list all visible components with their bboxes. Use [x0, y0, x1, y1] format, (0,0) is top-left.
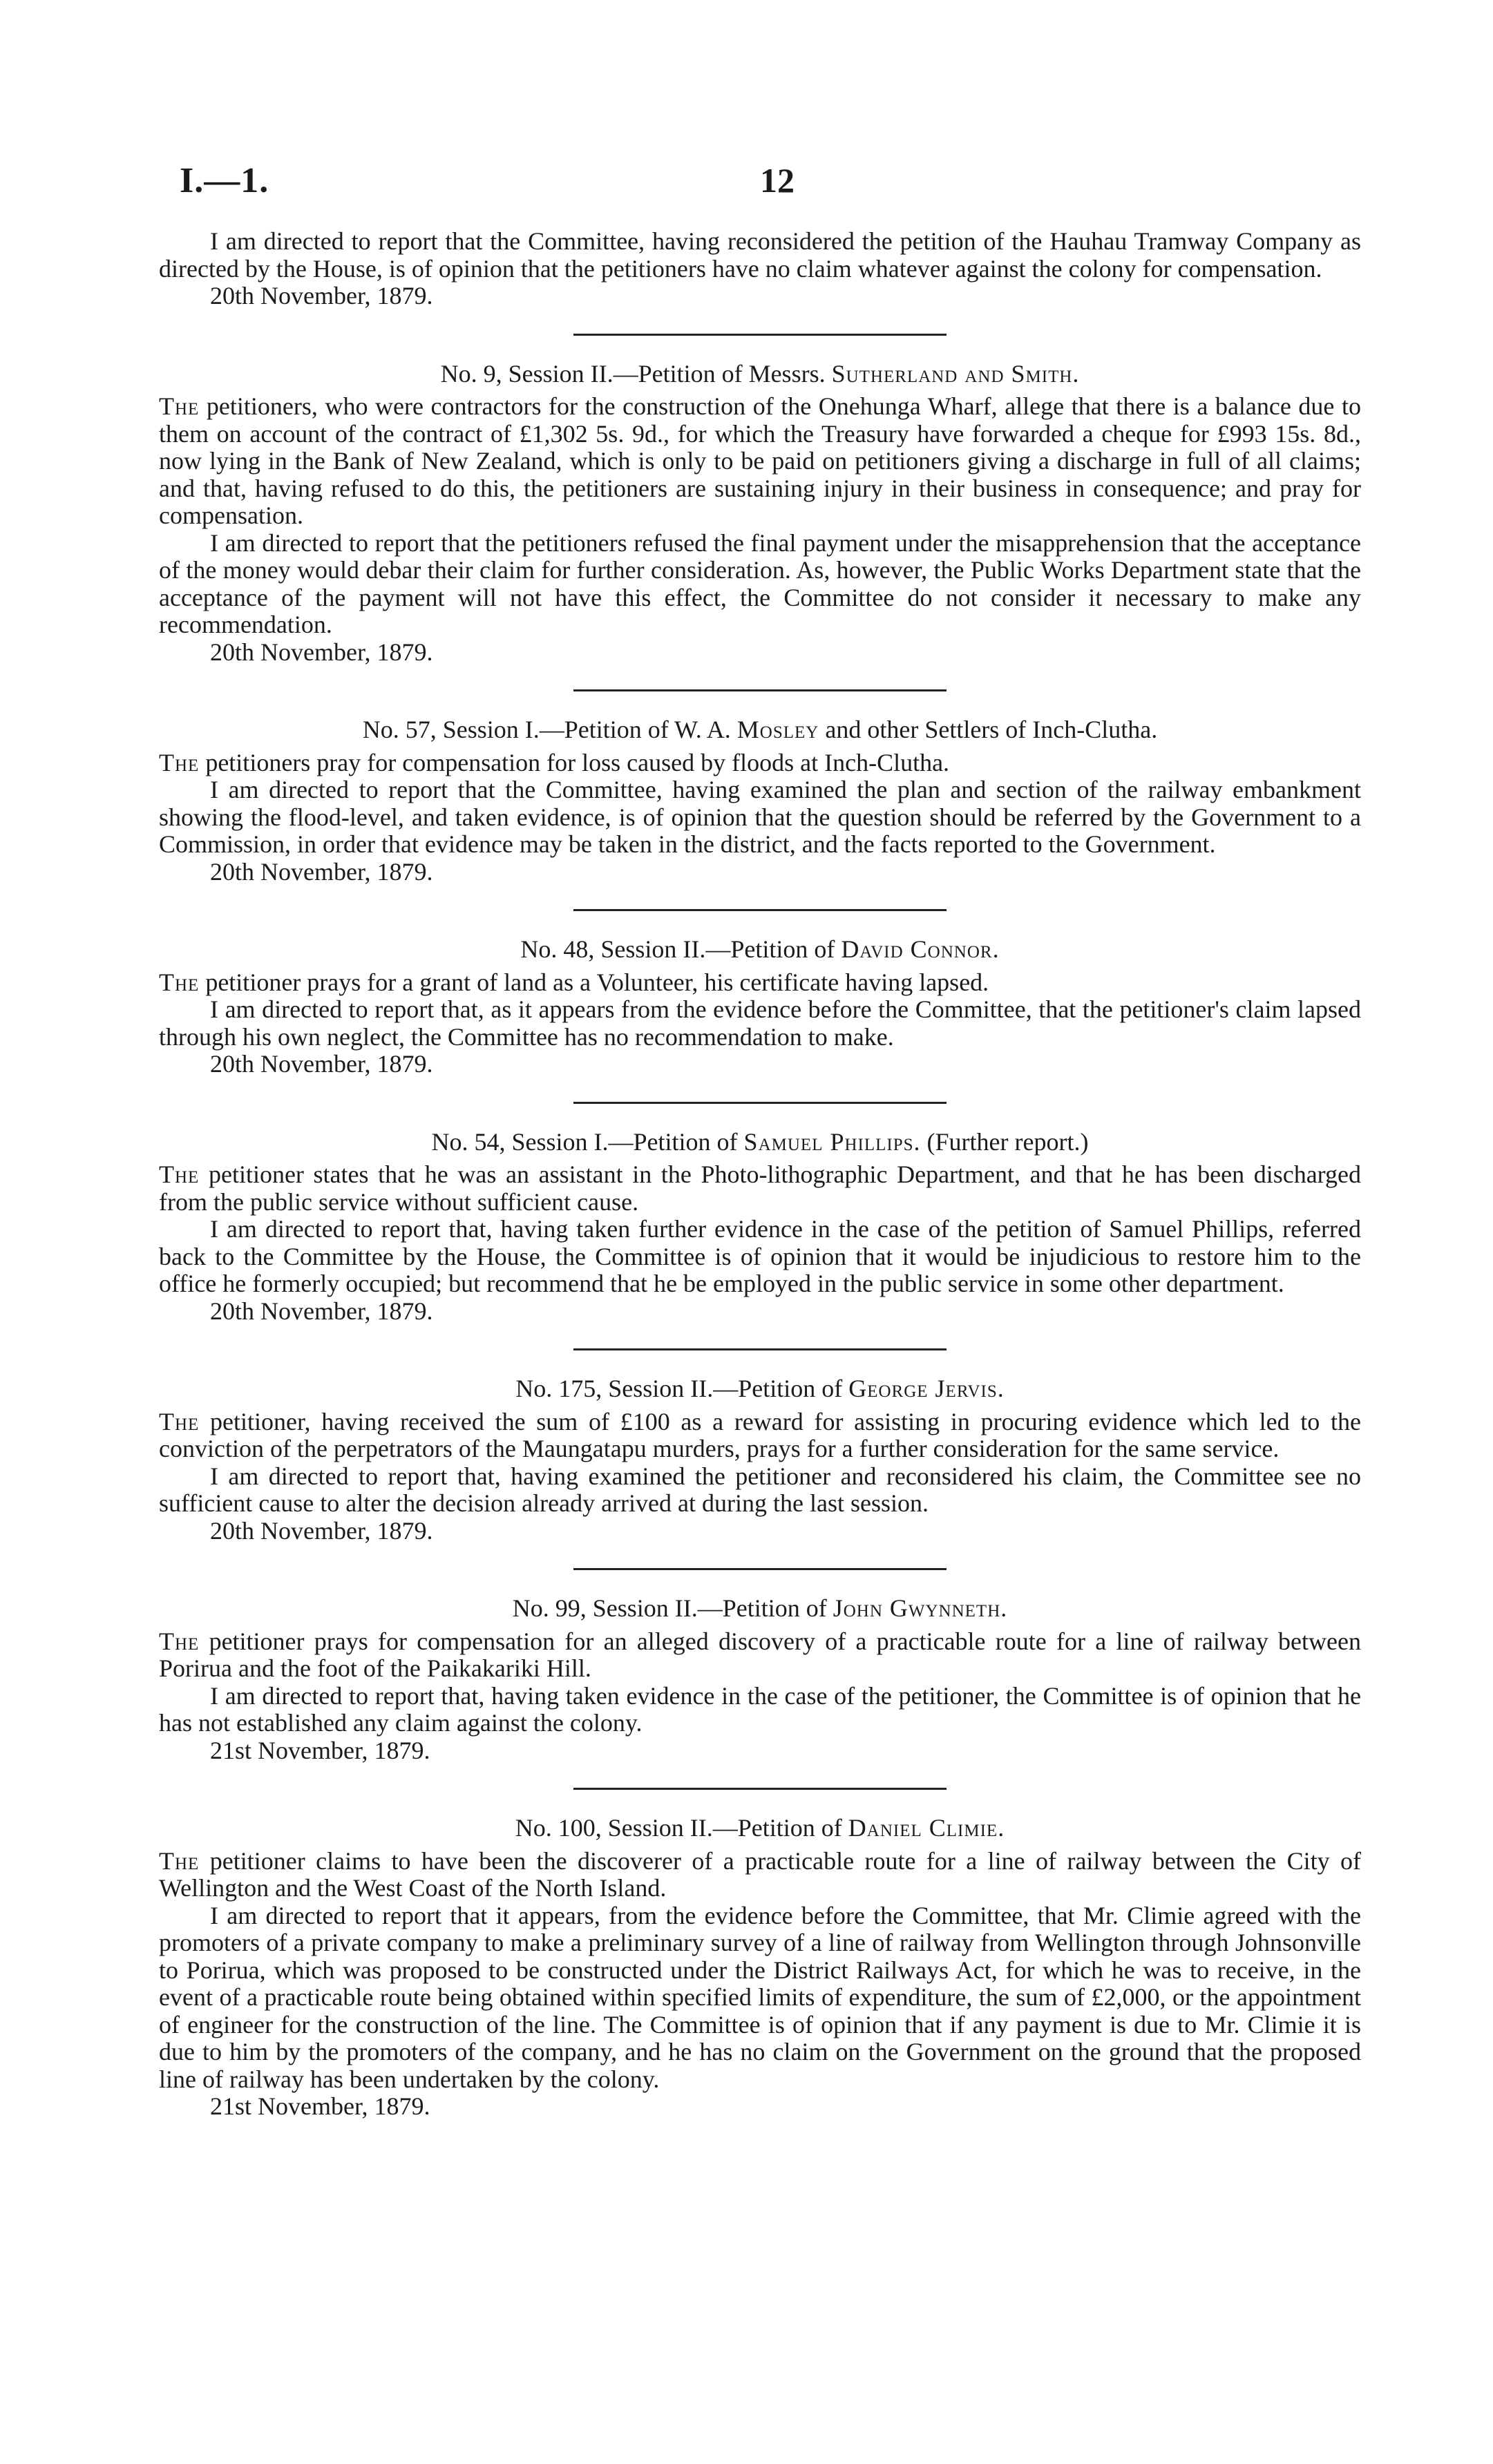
petition-heading	[159, 361, 1361, 388]
petitioner-name: George Jervis.	[848, 1375, 1005, 1402]
report-date: 20th November, 1879.	[210, 282, 433, 309]
petition-section	[159, 1815, 1361, 2121]
petition-heading	[159, 1595, 1361, 1623]
page-header	[180, 160, 1368, 209]
petition-lead: The	[159, 968, 200, 996]
intro-report	[159, 228, 1361, 310]
petitioner-name: Mosley	[736, 716, 819, 743]
report-paragraph: I am directed to report that the Committee, having examined the plan and section of the railway embankment showing the flood-level, and taken evidence, is of opinion that the question should be referred by the Government to a Commission, in order that evidence may be taken in the district, and the facts reported to the Government.	[159, 776, 1361, 858]
petitioner-name: David Connor.	[841, 935, 1000, 963]
report-date: 20th November, 1879.	[210, 638, 433, 666]
section-divider	[573, 909, 947, 911]
petition-lead: The	[159, 1846, 200, 1875]
report-paragraph: I am directed to report that the petitioners refused the final payment under the misapprehension that the acceptance of the money would debar their claim for further consideration. As, however, the Public Works Department state that the acceptance of the payment will not have this effect, the Committee do not consider it necessary to make any recommendation.	[159, 528, 1361, 638]
report-paragraph: I am directed to report that the Committee, having reconsidered the petition of the Hauhau Tramway Company as directed by the House, is of opinion that the petitioners have no claim whatever against the colony for compensation.	[159, 227, 1361, 283]
petition-section	[159, 716, 1361, 886]
petition-summary	[159, 969, 1361, 997]
section-divider	[573, 689, 947, 691]
petition-text: petitioner prays for a grant of land as a Volunteer, his certificate having lapsed.	[199, 968, 989, 996]
report-date: 20th November, 1879.	[210, 1297, 433, 1325]
petitioner-name: Samuel Phillips.	[743, 1127, 921, 1156]
petition-summary	[159, 1408, 1361, 1463]
petitioner-name: John Gwynneth.	[833, 1594, 1008, 1622]
document-code: I.—1.	[180, 161, 269, 200]
page-content	[159, 228, 1361, 2121]
petition-summary	[159, 393, 1361, 530]
section-divider	[573, 1788, 947, 1790]
heading-prefix: No. 48, Session II.—Petition of	[520, 935, 835, 963]
petition-heading	[159, 936, 1361, 964]
petition-text: petitioners, who were contractors for the construction of the Onehunga Wharf, allege that there is a balance due to them on account of the contract of £1,302 5s. 9d., for which the Treasury have forwarded a cheque for £993 15s. 8d., now lying in the Bank of New Zealand, which is only to be paid on petitioners giving a discharge in full of all claims; and that, having refused to do this, the petitioners are sustaining injury in their business in consequence; and pray for compensation.	[159, 392, 1361, 529]
petition-text: petitioner states that he was an assistant in the Photo-lithographic Department, and that he has been discharged from the public service without sufficient cause.	[159, 1161, 1361, 1216]
report-paragraph: I am directed to report that, having taken evidence in the case of the petitioner, the Committee is of opinion that he has not established any claim against the colony.	[159, 1681, 1361, 1737]
petition-heading	[159, 1815, 1361, 1842]
petition-text: petitioner prays for compensation for an alleged discovery of a practicable route for a line of railway between Porirua and the foot of the Paikakariki Hill.	[159, 1627, 1361, 1682]
petition-heading	[159, 1129, 1361, 1156]
section-divider	[573, 1568, 947, 1570]
petition-heading	[159, 716, 1361, 744]
report-date: 20th November, 1879.	[210, 1050, 433, 1078]
petition-lead: The	[159, 1627, 200, 1655]
report-paragraph: I am directed to report that, as it appears from the evidence before the Committee, that the petitioner's claim lapsed through his own neglect, the Committee has no recommendation to make.	[159, 995, 1361, 1051]
petition-summary	[159, 1628, 1361, 1683]
heading-prefix: No. 99, Session II.—Petition of	[512, 1594, 827, 1622]
heading-prefix: No. 54, Session I.—Petition of	[431, 1127, 738, 1156]
petition-section	[159, 1375, 1361, 1545]
petition-section	[159, 361, 1361, 667]
petition-lead: The	[159, 748, 200, 776]
petition-text: petitioners pray for compensation for loss caused by floods at Inch-Clutha.	[199, 748, 950, 776]
petition-lead: The	[159, 1407, 200, 1435]
petition-text: petitioner, having received the sum of £100 as a reward for assisting in procuring evidence which led to the conviction of the perpetrators of the Maungatapu murders, prays for a further consideration for the same service.	[159, 1407, 1361, 1462]
heading-prefix: No. 175, Session II.—Petition of	[515, 1375, 843, 1402]
report-date: 21st November, 1879.	[210, 2092, 430, 2120]
petition-summary	[159, 1848, 1361, 1902]
report-paragraph: I am directed to report that it appears, from the evidence before the Committee, that Mr. Climie agreed with the promoters of a private company to make a preliminary survey of a line of railway from Wellington through Johnsonville to Porirua, which was proposed to be constructed under the District Railways Act, for which he was to receive, in the event of a practicable route being obtained within specified limits of expenditure, the sum of £2,000, or the appointment of engineer for the construction of the line. The Committee is of opinion that if any payment is due to Mr. Climie it is due to him by the promoters of the company, and he has no claim on the Government on the ground that the proposed line of railway has been undertaken by the colony.	[159, 1901, 1361, 2093]
petition-lead: The	[159, 392, 200, 420]
page-number: 12	[760, 161, 795, 200]
heading-suffix: (Further report.)	[920, 1127, 1089, 1156]
petition-heading	[159, 1375, 1361, 1403]
petition-section	[159, 936, 1361, 1078]
section-divider	[573, 1102, 947, 1104]
petition-summary	[159, 749, 1361, 777]
heading-prefix: No. 100, Session II.—Petition of	[515, 1814, 842, 1842]
report-date: 21st November, 1879.	[210, 1736, 430, 1764]
heading-prefix: No. 57, Session I.—Petition of W. A.	[362, 716, 731, 743]
petitioner-name: Daniel Climie.	[848, 1814, 1005, 1842]
section-divider	[573, 334, 947, 336]
petition-text: petitioner claims to have been the discoverer of a practicable route for a line of railway between the City of Wellington and the West Coast of the North Island.	[159, 1846, 1361, 1902]
heading-suffix: and other Settlers of Inch-Clutha.	[819, 716, 1158, 743]
report-date: 20th November, 1879.	[210, 1516, 433, 1545]
petitioner-name: Sutherland and Smith.	[831, 359, 1080, 388]
section-divider	[573, 1348, 947, 1350]
report-paragraph: I am directed to report that, having taken further evidence in the case of the petition of Samuel Phillips, referred back to the Committee by the House, the Committee is of opinion that it would be injudicious to restore him to the office he formerly occupied; but recommend that he be employed in the public service in some other department.	[159, 1215, 1361, 1297]
report-date: 20th November, 1879.	[210, 857, 433, 886]
petition-section	[159, 1595, 1361, 1764]
heading-prefix: No. 9, Session II.—Petition of Messrs.	[440, 359, 826, 388]
report-paragraph: I am directed to report that, having examined the petitioner and reconsidered his claim, the Committee see no sufficient cause to alter the decision already arrived at during the last session.	[159, 1462, 1361, 1517]
petition-summary	[159, 1161, 1361, 1216]
petition-section	[159, 1129, 1361, 1326]
petition-lead: The	[159, 1161, 200, 1188]
